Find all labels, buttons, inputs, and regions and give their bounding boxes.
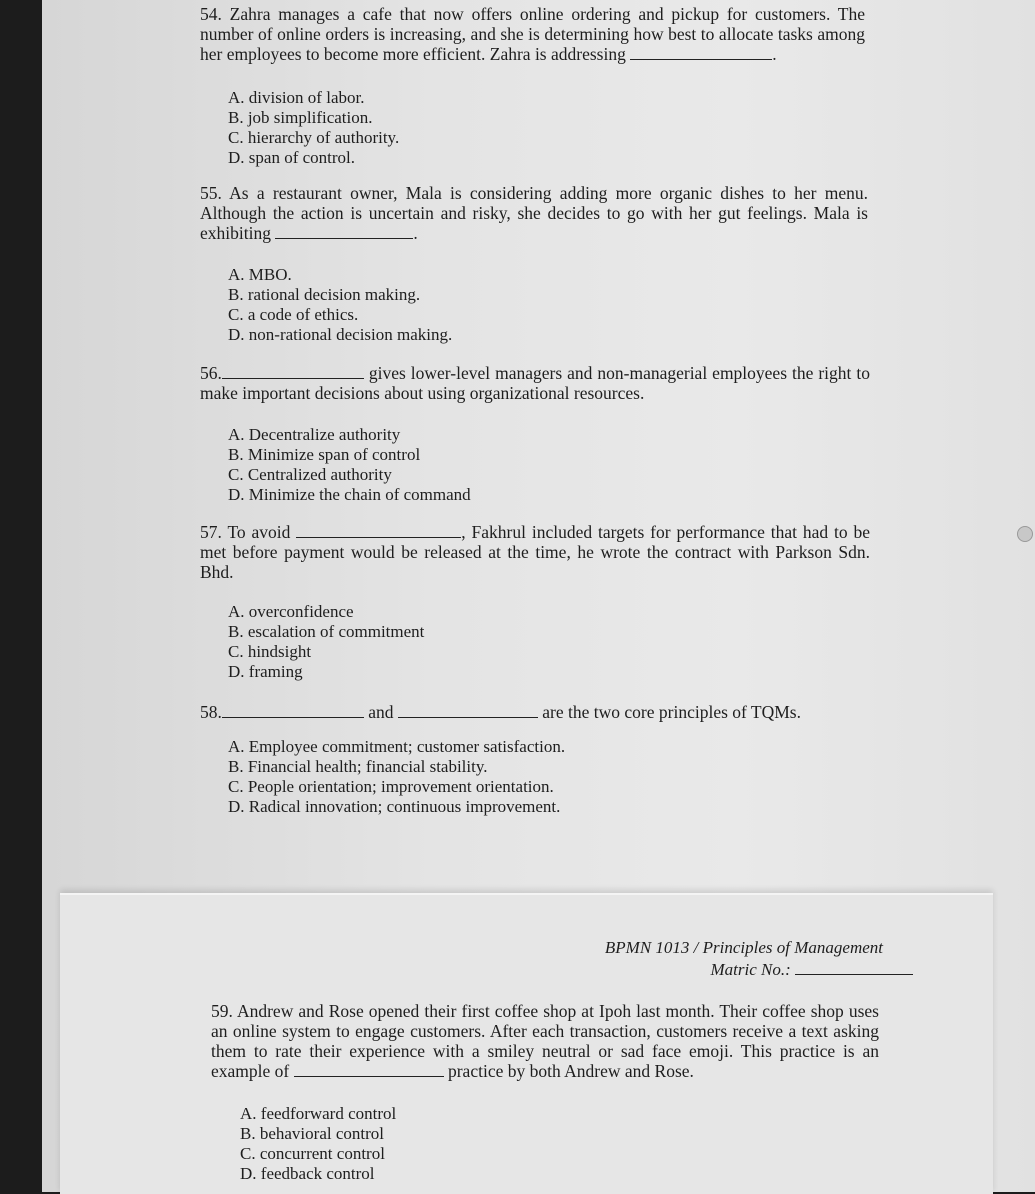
option-b[interactable]: B. rational decision making. (228, 285, 421, 304)
question-number: 55. (200, 183, 222, 203)
option-a[interactable]: A. MBO. (228, 265, 292, 284)
question-57 (200, 522, 870, 582)
stem-text: . (772, 44, 777, 64)
answer-blank[interactable] (294, 1062, 444, 1077)
stem-text: gives lower-level managers and non-managerial employees the right to make important decisions about using organizational resources. (200, 363, 871, 403)
option-d[interactable]: D. feedback control (240, 1164, 375, 1183)
question-57-options (228, 602, 424, 682)
question-56-options (228, 425, 471, 505)
page-edge-mark (1017, 526, 1033, 542)
question-59-options (240, 1104, 396, 1184)
question-54-stem (200, 4, 865, 64)
question-57-stem (200, 522, 870, 582)
option-c[interactable]: C. a code of ethics. (228, 305, 359, 324)
answer-blank[interactable] (222, 364, 364, 379)
question-58 (200, 702, 870, 722)
question-number: 54. (200, 4, 222, 24)
question-number: 59. (211, 1001, 233, 1021)
course-title: BPMN 1013 / Principles of Management (604, 938, 883, 957)
option-d[interactable]: D. span of control. (228, 148, 356, 167)
question-56 (200, 363, 870, 403)
option-b[interactable]: B. Financial health; financial stability. (228, 757, 488, 776)
question-number: 58. (200, 702, 222, 722)
question-58-stem (200, 702, 870, 722)
option-b[interactable]: B. Minimize span of control (228, 445, 421, 464)
answer-blank[interactable] (275, 224, 413, 239)
question-59 (211, 1001, 879, 1081)
stem-text: . (413, 223, 418, 243)
option-d[interactable]: D. framing (228, 662, 303, 681)
option-c[interactable]: C. concurrent control (240, 1144, 385, 1163)
stem-text: and (368, 702, 394, 722)
question-number: 56. (200, 363, 222, 383)
question-54-options (228, 88, 399, 168)
answer-blank[interactable] (630, 45, 772, 60)
question-55-stem (200, 183, 868, 243)
option-a[interactable]: A. feedforward control (240, 1104, 397, 1123)
stem-text: As a restaurant owner, Mala is considering adding more organic dishes to her menu. Although the action is uncertain and risky, she decides to go with her gut feelings. Mala is exhibiting (200, 183, 868, 243)
option-a[interactable]: A. Employee commitment; customer satisfaction. (228, 737, 566, 756)
question-56-stem (200, 363, 870, 403)
answer-blank[interactable] (296, 523, 461, 538)
stem-text: Zahra manages a cafe that now offers online ordering and pickup for customers. The number of online orders is increasing, and she is determining how best to allocate tasks among her employees to become more efficient. Zahra is addressing (200, 4, 866, 64)
matric-blank[interactable] (795, 960, 913, 975)
option-d[interactable]: D. Radical innovation; continuous improvement. (228, 797, 561, 816)
option-a[interactable]: A. Decentralize authority (228, 425, 401, 444)
question-59-stem (211, 1001, 879, 1081)
option-d[interactable]: D. non-rational decision making. (228, 325, 453, 344)
question-55-options (228, 265, 452, 345)
question-55 (200, 183, 868, 243)
option-a[interactable]: A. overconfidence (228, 602, 354, 621)
stem-text: practice by both Andrew and Rose. (447, 1061, 694, 1081)
page-header (605, 938, 883, 980)
stem-text: To avoid (227, 522, 291, 542)
stem-text: Andrew and Rose opened their first coffee shop at Ipoh last month. Their coffee shop uses an online system to engage customers. After each transaction, customers receive a text asking them to rate their experience with a smiley neutral or sad face emoji. This practice is an example of (211, 1001, 879, 1081)
option-b[interactable]: B. job simplification. (228, 108, 373, 127)
option-c[interactable]: C. People orientation; improvement orientation. (228, 777, 554, 796)
matric-label: Matric No.: (710, 960, 791, 979)
matric-row (605, 960, 913, 980)
question-58-options (228, 737, 565, 817)
option-b[interactable]: B. behavioral control (240, 1124, 384, 1143)
question-54 (200, 4, 865, 64)
answer-blank-2[interactable] (398, 703, 538, 718)
stem-text: are the two core principles of TQMs. (542, 702, 801, 722)
option-c[interactable]: C. hindsight (228, 642, 312, 661)
stem-text: , Fakhrul included targets for performance that had to be met before payment would be released at the time, he wrote the contract with Parkson Sdn. Bhd. (200, 522, 870, 582)
option-c[interactable]: C. Centralized authority (228, 465, 392, 484)
option-c[interactable]: C. hierarchy of authority. (228, 128, 400, 147)
option-b[interactable]: B. escalation of commitment (228, 622, 425, 641)
option-a[interactable]: A. division of labor. (228, 88, 365, 107)
option-d[interactable]: D. Minimize the chain of command (228, 485, 471, 504)
answer-blank-1[interactable] (222, 703, 364, 718)
question-number: 57. (200, 522, 222, 542)
